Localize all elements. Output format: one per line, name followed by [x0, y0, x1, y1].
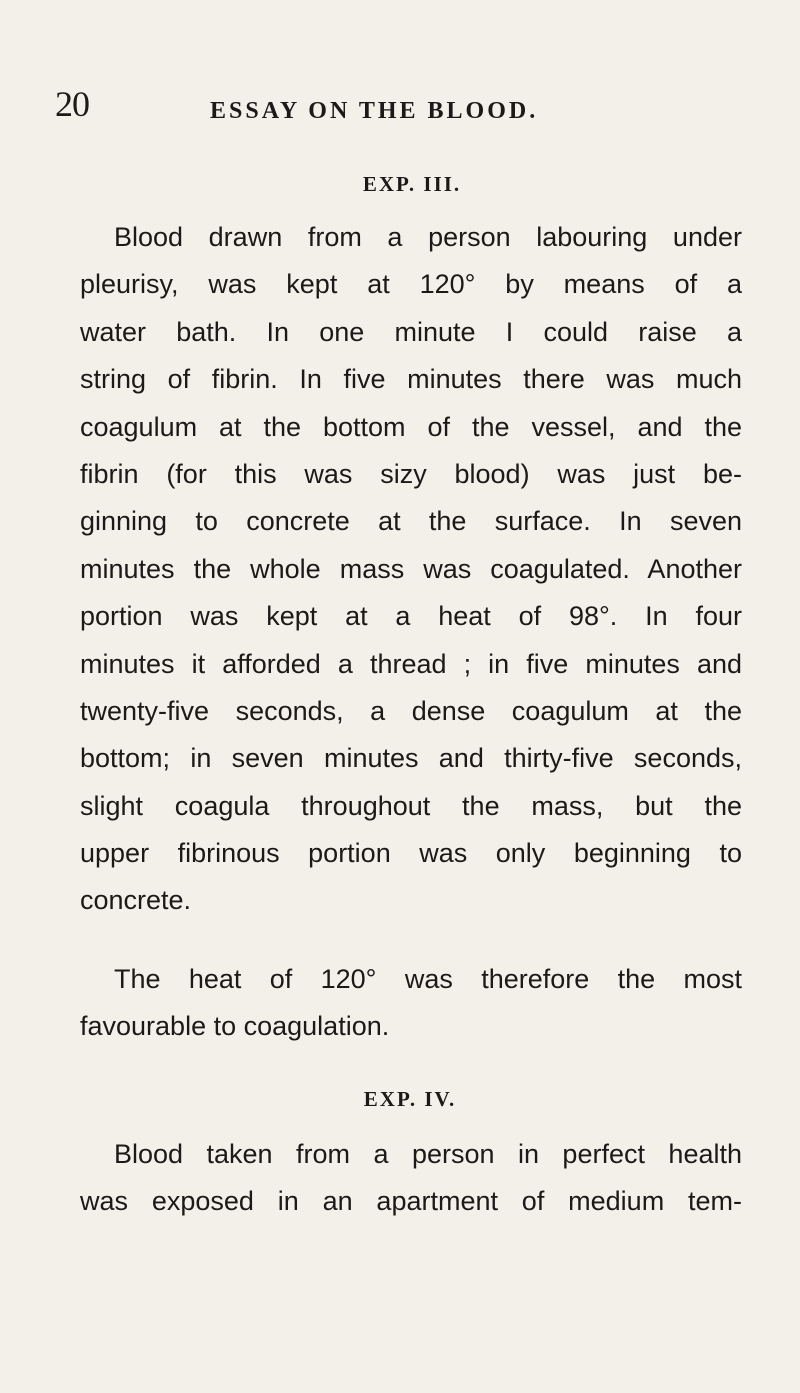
page-number: 20 [55, 84, 89, 124]
text-line: pleurisy, was kept at 120° by means of a [80, 269, 742, 300]
text-line: slight coagula throughout the mass, but the [80, 790, 742, 821]
paragraph-exp-iii-conclusion [80, 956, 742, 1051]
text-line: favourable to coagulation. [80, 1011, 390, 1042]
text-line: minutes it afforded a thread ; in five minutes and [80, 648, 742, 679]
text-line: was exposed in an apartment of medium tem- [80, 1186, 742, 1217]
paragraph-exp-iii-results [80, 214, 742, 925]
paragraph-exp-iv-intro [80, 1131, 742, 1226]
text-line: minutes the whole mass was coagulated. Another [80, 553, 742, 584]
running-title: ESSAY ON THE BLOOD. [210, 98, 539, 124]
text-line: Blood taken from a person in perfect health [114, 1139, 742, 1169]
text-line: bottom; in seven minutes and thirty-five seconds, [80, 743, 742, 774]
text-line: concrete. [80, 885, 192, 916]
text-line: upper fibrinous portion was only beginning to [80, 838, 742, 869]
text-line: Blood drawn from a person labouring under [114, 222, 742, 252]
text-line: fibrin (for this was sizy blood) was just be- [80, 458, 742, 489]
section-heading-exp-iii: EXP. III. [362, 172, 462, 196]
text-line: The heat of 120° was therefore the most [114, 964, 742, 994]
text-line: water bath. In one minute I could raise a [80, 316, 742, 347]
text-line: coagulum at the bottom of the vessel, and the [80, 411, 742, 442]
text-line: ginning to concrete at the surface. In seven [80, 506, 742, 537]
text-line: string of fibrin. In five minutes there was much [80, 364, 742, 395]
text-line: portion was kept at a heat of 98°. In four [80, 601, 742, 632]
text-line: twenty-five seconds, a dense coagulum at the [80, 695, 742, 726]
section-heading-exp-iv: EXP. IV. [363, 1087, 457, 1111]
